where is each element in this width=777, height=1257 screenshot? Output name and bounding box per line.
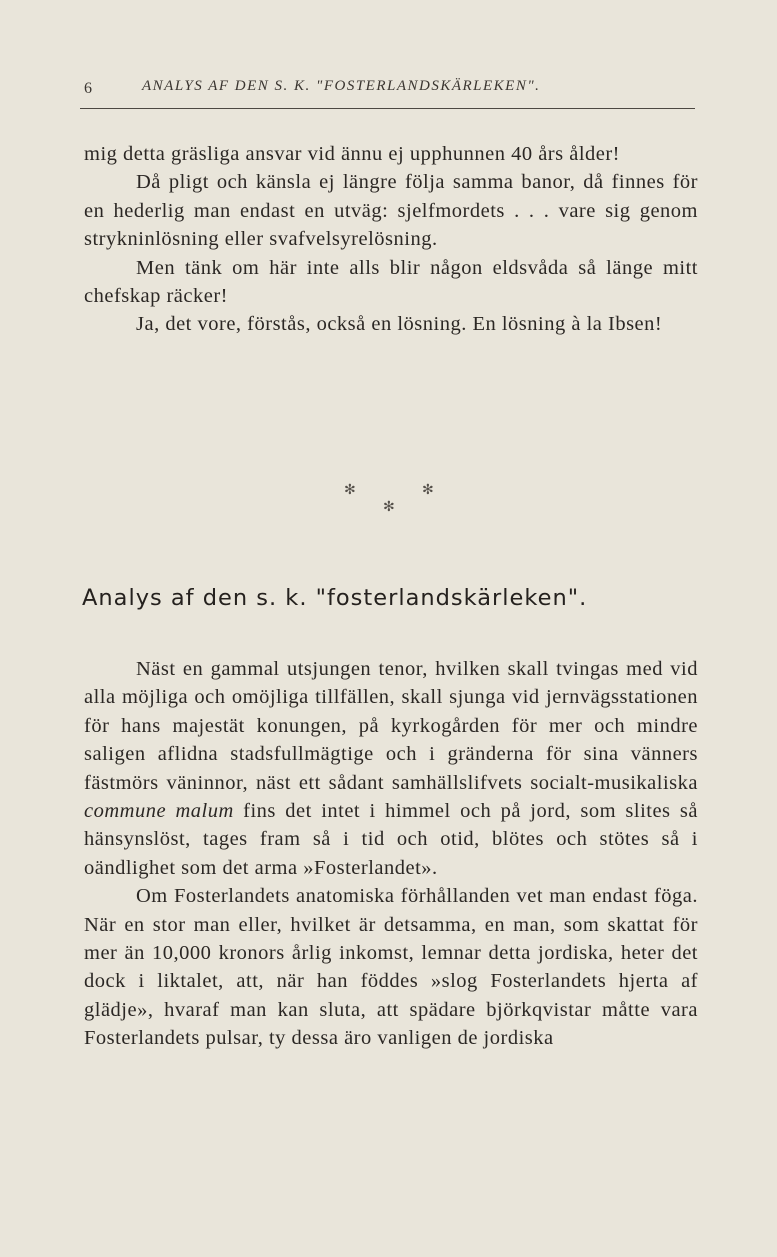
section-text-block xyxy=(84,655,698,1053)
paragraph: Men tänk om här inte alls blir någon eldsvåda så länge mitt chefskap räcker! xyxy=(84,256,698,308)
paragraph: Då pligt och känsla ej längre följa samma banor, då finnes för en hederlig man endast en utväg: sjelfmordets . . . vare sig genom strykninlösning eller svafvelsyrelösning. xyxy=(84,171,698,251)
asterisk-icon: ✻ xyxy=(344,482,356,498)
paragraph: mig detta gräsliga ansvar vid ännu ej upphunnen 40 års ålder! xyxy=(84,143,621,165)
running-head xyxy=(80,74,700,106)
text-run: fins det intet i himmel och på jord, som slites så hänsynslöst, tages fram så i tid och otid, blötes och stötes så i oändlighet som det arma »Fosterlandet». xyxy=(84,800,698,879)
asterisk-icon: ✻ xyxy=(383,499,395,515)
paragraph: Ja, det vore, förstås, också en lösning. En lösning à la Ibsen! xyxy=(136,313,663,336)
text-run: Näst en gammal utsjungen tenor, hvilken skall tvingas med vid alla möjliga och omöjliga tillfällen, skall sjunga vid jernvägsstationen för hans majestät konungen, på kyrkogården för mer och mindre saligen aflidna stadsfullmägtige och i gränderna för sina vänners fästmörs väninnor, näst ett sådant samhällslifvets socialt-musikaliska xyxy=(84,658,698,794)
asterism-ornament xyxy=(340,482,440,522)
asterisk-icon: ✻ xyxy=(422,482,434,498)
paragraph xyxy=(84,655,698,882)
section-heading: Analys af den s. k. "fosterlandskärleken". xyxy=(82,585,588,611)
running-title: ANALYS AF DEN S. K. "FOSTERLANDSKÄRLEKEN". xyxy=(142,78,541,94)
header-rule xyxy=(80,108,695,109)
paragraph: Om Fosterlandets anatomiska förhållanden vet man endast föga. När en stor man eller, hvilket är detsamma, en man, som skattat för mer än 10,000 kronors årlig inkomst, lemnar detta jordiska, heter det dock i liktalet, att, när han föddes »slog Fosterlandets hjerta af glädje», hvaraf man kan sluta, att spädare björkqvistar måtte vara Fosterlandets pulsar, ty dessa äro vanligen de jordiska xyxy=(84,885,698,1050)
italic-phrase: commune malum xyxy=(84,800,234,823)
top-text-block xyxy=(84,140,698,339)
page-number: 6 xyxy=(84,80,94,97)
